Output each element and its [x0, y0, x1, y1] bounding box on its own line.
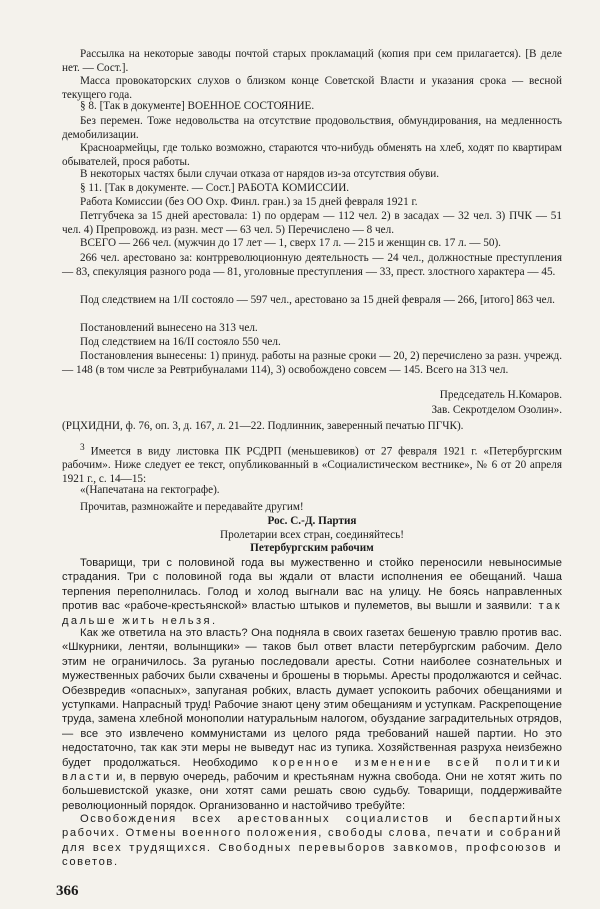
paragraph-refusals: В некоторых частях были случаи отказа от нарядов из-за отсутствия обуви.	[80, 168, 440, 180]
leaflet-p1-spaced: так дальше жить нельзя.	[62, 600, 562, 627]
paragraph-investigation-16: Под следствием на 16/II состояло 550 чел.	[80, 336, 281, 348]
footnote-3	[62, 442, 562, 486]
footnote-pass-on: Прочитав, размножайте и передавайте другим!	[80, 501, 304, 513]
paragraph-arrest-reasons: 266 чел. арестовано за: контрреволюционную деятельность — 24 чел., должностные преступления — 83, спекуляция разного рода — 81, уголовные преступления — 33, прест. злостного характера — 45.	[62, 252, 562, 278]
section-heading-martial-law: § 8. [Так в документе] ВОЕННОЕ СОСТОЯНИЕ.	[80, 100, 315, 112]
paragraph-rumors: Масса провокаторских слухов о близком конце Советской Власти и указания срока — весной текущего года.	[62, 75, 562, 101]
paragraph-proclamations: Рассылка на некоторые заводы почтой старых прокламаций (копия при сем прилагается). [В деле нет. — Сост.].	[62, 48, 562, 74]
leaflet-title: Петербургским рабочим	[250, 542, 374, 554]
paragraph-total: ВСЕГО — 266 чел. (мужчин до 17 лет — 1, сверх 17 л. — 215 и женщин св. 17 л. — 50).	[80, 237, 501, 249]
footnote-text: Имеется в виду листовка ПК РСДРП (меньшевиков) от 27 февраля 1921 г. «Петербургским рабочим». Ниже следует ее текст, опубликованный в «Социалистическом вестнике», № 6 от 20 апреля 1921 г., с. 14—15:	[62, 445, 562, 485]
footnote-marker: 3	[80, 443, 85, 453]
page-number: 366	[56, 883, 79, 899]
footnote-hectograph: «(Напечатана на гектографе).	[80, 484, 220, 496]
leaflet-p1-text: Товарищи, три с половиной года вы мужественно и стойко переносили невыносимые страдания. Три с половиной года вы ждали от власти исполнения ее обещаний. Чаша терпения переполнилась. Голод и холод выгнали вас на улицу. Не боясь направленных против вас «рабоче-крестьянской» властью штыков и пулеметов, вы вышли и заявили:	[62, 557, 562, 613]
leaflet-p2-spaced: коренное изменение всей политики власти	[62, 756, 562, 784]
paragraph-no-changes: Без перемен. Тоже недовольства на отсутствие продовольствия, обмундирования, на медленность демобилизации.	[62, 115, 562, 141]
leaflet-party: Рос. С.-Д. Партия	[267, 515, 357, 527]
leaflet-slogan: Пролетарии всех стран, соединяйтесь!	[220, 529, 404, 541]
signature-chairman: Председатель Н.Комаров.	[439, 389, 562, 401]
paragraph-investigation-1: Под следствием на 1/II состояло — 597 чел., арестовано за 15 дней февраля — 266, [итого] 863 чел.	[80, 294, 555, 306]
paragraph-commission-work: Работа Комиссии (без ОО Охр. Финл. гран.) за 15 дней февраля 1921 г.	[80, 196, 418, 208]
leaflet-p2-text-b: и, в первую очередь, рабочим и крестьянам нужна свобода. Они не хотят жить по большевистской указке, они хотят сами решать свою судьбу. Товарищи, поддерживайте революционный порядок. Организованно и настойчиво требуйте:	[62, 771, 562, 812]
archive-source: (РЦХИДНИ, ф. 76, оп. 3, д. 167, л. 21—22. Подлинник, заверенный печатью ПГЧК).	[62, 420, 464, 432]
signature-secret-dept: Зав. Секротделом Озолин».	[431, 404, 562, 416]
leaflet-paragraph-1	[62, 556, 562, 628]
paragraph-red-army: Красноармейцы, где только возможно, стараются что-нибудь обменять на хлеб, ходят по квартирам обывателей, прося работы.	[62, 142, 562, 168]
leaflet-p2-text-a: Как же ответила на это власть? Она подняла в своих газетах бешеную травлю против вас. «Шкурники, лентяи, волынщики» — таков был ответ власти петербургским рабочим. Дело этим не ограничилось. За руганью последовали аресты. Сотни наиболее сознательных и мужественных рабочих были схвачены и брошены в тюрьмы. Аресты продолжаются и сейчас. Обезвредив «опасных», запуганая робких, власть думает успокоить рабочих обещаниями и уступками. Напрасный труд! Рабочие знают цену этим обещаниям и уступкам. Раскрепощение труда, замена хлебной монополии натуральным налогом, обуздание заградительных отрядов, — все это извлечено коммунистами из целого ряда требований нашей партии. Но это недостаточно, так как эти меры не выведут нас из тупика. Хозяйственная разруха неизбежно будет продолжаться. Необходимо	[62, 627, 562, 769]
paragraph-resolutions: Постановления вынесены: 1) принуд. работы на разные сроки — 20, 2) перечислено за разн. учрежд. — 148 (в том числе за Ревтрибуналами 114), 3) освобождено совсем — 145. Всего на 313 чел.	[62, 350, 562, 376]
paragraph-arrests: Петгубчека за 15 дней арестовала: 1) по ордерам — 112 чел. 2) в засадах — 32 чел. 3) ПЧК — 51 чел. 4) Препровожд. из разн. мест — 63 чел. 5) Перечислено — 8 чел.	[62, 210, 562, 236]
leaflet-paragraph-2	[62, 626, 562, 813]
section-heading-commission: § 11. [Так в документе. — Сост.] РАБОТА КОМИССИИ.	[80, 182, 350, 194]
leaflet-demands: Освобождения всех арестованных социалистов и беспартийных рабочих. Отмены военного положения, свободы слова, печати и собраний для всех трудящихся. Свободных перевыборов завкомов, профсоюзов и советов.	[62, 813, 562, 869]
paragraph-resolutions-count: Постановлений вынесено на 313 чел.	[80, 322, 258, 334]
